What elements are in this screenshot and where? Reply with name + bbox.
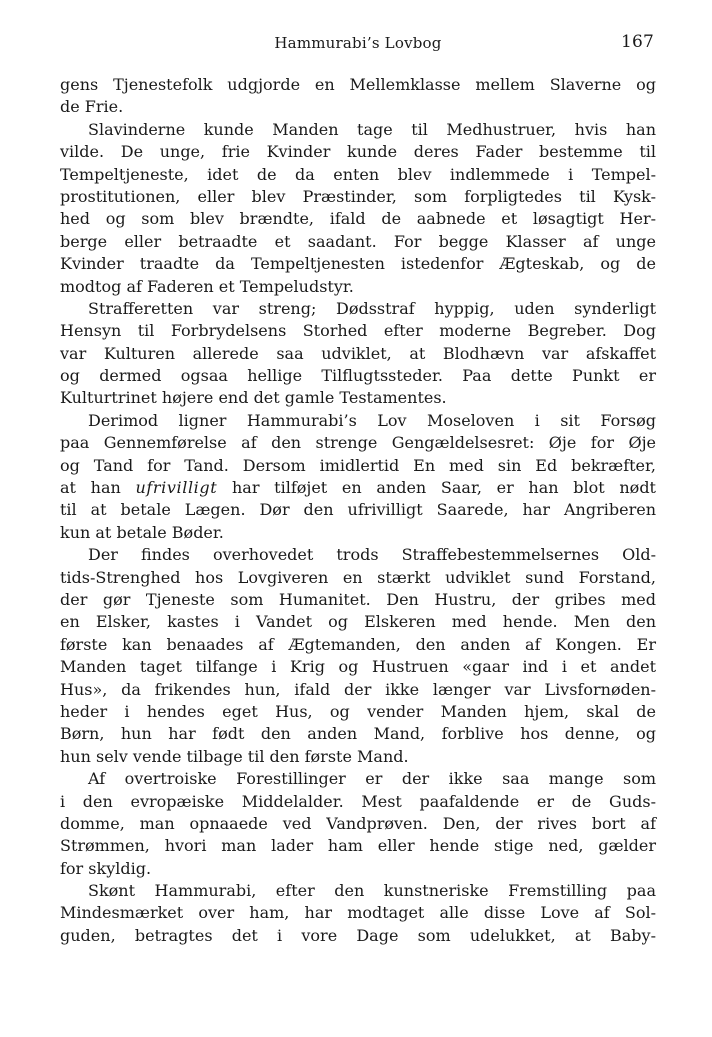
line-segment: at han: [60, 478, 136, 498]
text-line: modtog af Faderen et Tempeludstyr.: [60, 276, 354, 296]
text-line: Der findes overhovedet trods Straffebestemmelsernes Old-: [88, 545, 656, 565]
text-line: Tempeltjeneste, idet de da enten blev indlemmede i Tempel-: [60, 164, 656, 184]
text-line: for skyldig.: [60, 858, 152, 878]
text-line: [60, 477, 656, 499]
text-line: Skønt Hammurabi, efter den kunstneriske Fremstilling paa: [88, 881, 656, 901]
text-line: Strømmen, hvori man lader ham eller hende stige ned, gælder: [60, 836, 656, 856]
page-header: [60, 30, 656, 56]
text-line: tids-Strenghed hos Lovgiveren en stærkt udviklet sund Forstand,: [60, 567, 656, 587]
body-text: [60, 74, 656, 947]
text-line: i den evropæiske Middelalder. Mest paafaldende er de Guds-: [60, 791, 656, 811]
text-line: Strafferetten var streng; Dødsstraf hyppig, uden synderligt: [88, 298, 656, 318]
text-line: Kvinder traadte da Tempeltjenesten istedenfor Ægteskab, og de: [60, 254, 656, 274]
text-line: Kulturtrinet højere end det gamle Testamentes.: [60, 388, 447, 408]
text-line: kun at betale Bøder.: [60, 522, 224, 542]
text-line: vilde. De unge, frie Kvinder kunde deres Fader bestemme til: [60, 142, 656, 162]
emphasized-word: ufrivilligt: [135, 478, 218, 498]
page-number: 167: [620, 32, 654, 52]
line-segment: har tilføjet en anden Saar, er han blot nødt: [217, 478, 656, 498]
text-line: en Elsker, kastes i Vandet og Elskeren med hende. Men den: [60, 612, 656, 632]
book-page: [60, 30, 656, 947]
text-line: paa Gennemførelse af den strenge Gengældelsesret: Øje for Øje: [60, 433, 656, 453]
text-line: var Kulturen allerede saa udviklet, at Blodhævn var afskaffet: [60, 343, 656, 363]
text-line: der gør Tjeneste som Humanitet. Den Hustru, der gribes med: [60, 589, 656, 609]
text-line: Derimod ligner Hammurabi’s Lov Moseloven i sit Forsøg: [88, 410, 656, 430]
text-line: domme, man opnaaede ved Vandprøven. Den, der rives bort af: [60, 813, 656, 833]
text-line: og Tand for Tand. Dersom imidlertid En med sin Ed bekræfter,: [60, 455, 656, 475]
text-line: prostitutionen, eller blev Præstinder, som forpligtedes til Kysk-: [60, 186, 656, 206]
text-line: hed og som blev brændte, ifald de aabnede et løsagtigt Her-: [60, 209, 656, 229]
text-line: heder i hendes eget Hus, og vender Manden hjem, skal de: [60, 701, 656, 721]
text-line: til at betale Lægen. Dør den ufrivilligt Saarede, har Angriberen: [60, 500, 656, 520]
text-line: Hensyn til Forbrydelsens Storhed efter moderne Begreber. Dog: [60, 321, 656, 341]
text-line: berge eller betraadte et saadant. For begge Klasser af unge: [60, 231, 656, 251]
text-line: Børn, hun har født den anden Mand, forblive hos denne, og: [60, 724, 656, 744]
text-line: og dermed ogsaa hellige Tilflugtssteder. Paa dette Punkt er: [60, 366, 656, 386]
text-line: Af overtroiske Forestillinger er der ikke saa mange som: [88, 769, 656, 789]
text-line: Manden taget tilfange i Krig og Hustruen «gaar ind i et andet: [60, 657, 656, 677]
text-line: hun selv vende tilbage til den første Mand.: [60, 746, 409, 766]
text-line: Slavinderne kunde Manden tage til Medhustruer, hvis han: [88, 119, 656, 139]
text-line: de Frie.: [60, 97, 124, 117]
text-line: gens Tjenestefolk udgjorde en Mellemklasse mellem Slaverne og: [60, 75, 656, 94]
text-line: Hus», da frikendes hun, ifald der ikke længer var Livsfornøden-: [60, 679, 656, 699]
text-line: guden, betragtes det i vore Dage som udelukket, at Baby-: [60, 925, 656, 945]
running-title: Hammurabi’s Lovbog: [274, 34, 442, 52]
text-line: første kan benaades af Ægtemanden, den anden af Kongen. Er: [60, 634, 656, 654]
text-line: Mindesmærket over ham, har modtaget alle disse Love af Sol-: [60, 903, 656, 923]
